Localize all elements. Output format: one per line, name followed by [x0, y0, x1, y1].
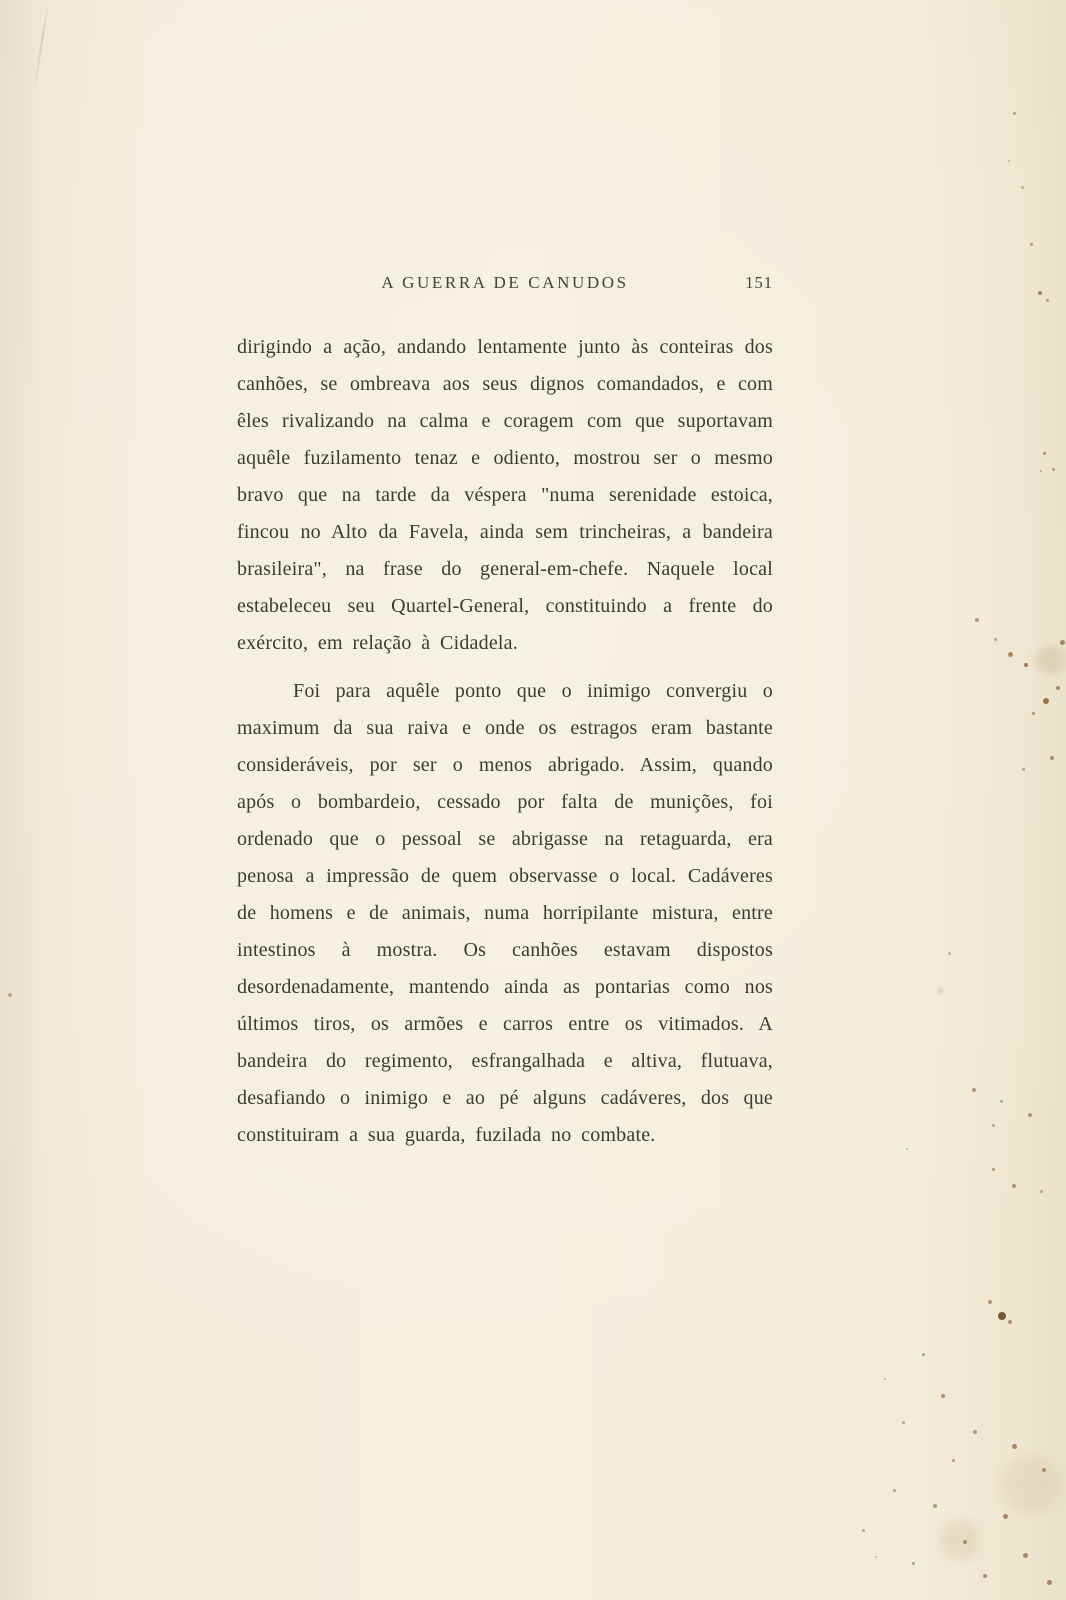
stain-speckle [1030, 243, 1033, 246]
stain-speckle [1060, 640, 1065, 645]
page-edge-artifact [33, 0, 50, 94]
stain-speckle [940, 1520, 980, 1560]
stain-speckle [948, 952, 951, 955]
stain-speckle [975, 618, 979, 622]
stain-speckle [893, 1489, 896, 1492]
page-number: 151 [745, 273, 773, 292]
stain-speckle [1035, 645, 1065, 675]
stain-speckle [902, 1421, 905, 1424]
stain-speckle [1042, 1468, 1046, 1472]
stain-speckle [1046, 299, 1049, 302]
stain-speckle [938, 988, 943, 993]
stain-speckle [862, 1529, 865, 1532]
stain-speckle [1008, 652, 1013, 657]
stain-speckle [973, 1430, 977, 1434]
paragraph: Foi para aquêle ponto que o inimigo convergiu o maximum da sua raiva e onde os estragos eram bastante consideráveis, por ser o menos abrigado. Assim, quando após o bombardeio, cessado por falta de munições, foi ordenado que o pessoal se abrigasse na retaguarda, era penosa a impressão de quem observasse o local. Cadáveres de homens e de animais, numa horripilante mistura, entre intestinos à mostra. Os canhões estavam dispostos desordenadamente, mantendo ainda as pontarias como nos últimos tiros, os armões e carros entre os vitimados. A bandeira do regimento, esfrangalhada e altiva, flutuava, desafiando o inimigo e ao pé alguns cadáveres, dos que constituiram a sua guarda, fuzilada no combate. [237, 680, 773, 1146]
stain-speckle [952, 1459, 955, 1462]
stain-speckle [1050, 756, 1054, 760]
stain-speckle [1024, 663, 1028, 667]
stain-speckle [1028, 1113, 1032, 1117]
stain-speckle [922, 1353, 925, 1356]
stain-speckle [1022, 768, 1025, 771]
stain-speckle [941, 1394, 945, 1398]
stain-speckle [906, 1148, 908, 1150]
stain-speckle [933, 1504, 937, 1508]
stain-speckle [1043, 698, 1049, 704]
stain-speckle [998, 1312, 1006, 1320]
stain-speckle [884, 1378, 886, 1380]
stain-speckle [1032, 712, 1035, 715]
stain-speckle [912, 1562, 915, 1565]
stain-speckle [1013, 112, 1016, 115]
stain-speckle [1012, 1444, 1017, 1449]
stain-speckle [875, 1556, 877, 1558]
stain-speckle [1021, 186, 1024, 189]
stain-speckle [983, 1574, 987, 1578]
stain-speckle [992, 1124, 995, 1127]
stain-speckle [1040, 470, 1042, 472]
stain-speckle [1012, 1184, 1016, 1188]
stain-speckle [963, 1540, 967, 1544]
stain-speckle [994, 638, 997, 641]
running-title: A GUERRA DE CANUDOS [381, 273, 629, 292]
stain-speckle [1008, 160, 1010, 162]
stain-speckle [992, 1168, 995, 1171]
stain-speckle [8, 993, 12, 997]
stain-speckle [1023, 1553, 1028, 1558]
stain-speckle [1000, 1455, 1060, 1515]
page-header [237, 273, 773, 297]
stain-speckle [1056, 686, 1060, 690]
stain-speckle [1052, 468, 1055, 471]
text-block [237, 329, 773, 1154]
stain-speckle [1043, 452, 1046, 455]
stain-speckle [1003, 1514, 1008, 1519]
stain-speckle [972, 1088, 976, 1092]
stain-speckle [988, 1300, 992, 1304]
stain-speckle [1000, 1100, 1003, 1103]
stain-speckle [1047, 1580, 1052, 1585]
stain-speckle [1040, 1190, 1043, 1193]
stain-speckle [1038, 291, 1042, 295]
paragraph: dirigindo a ação, andando lentamente junto às conteiras dos canhões, se ombreava aos seus dignos comandados, e com êles rivalizando na calma e coragem com que suportavam aquêle fuzilamento tenaz e odiento, mostrou ser o mesmo bravo que na tarde da véspera "numa serenidade estoica, fincou no Alto da Favela, ainda sem trincheiras, a bandeira brasileira", na frase do general-em-chefe. Naquele local estabeleceu seu Quartel-General, constituindo a frente do exército, em relação à Cidadela. [237, 336, 773, 654]
stain-speckle [1008, 1320, 1012, 1324]
